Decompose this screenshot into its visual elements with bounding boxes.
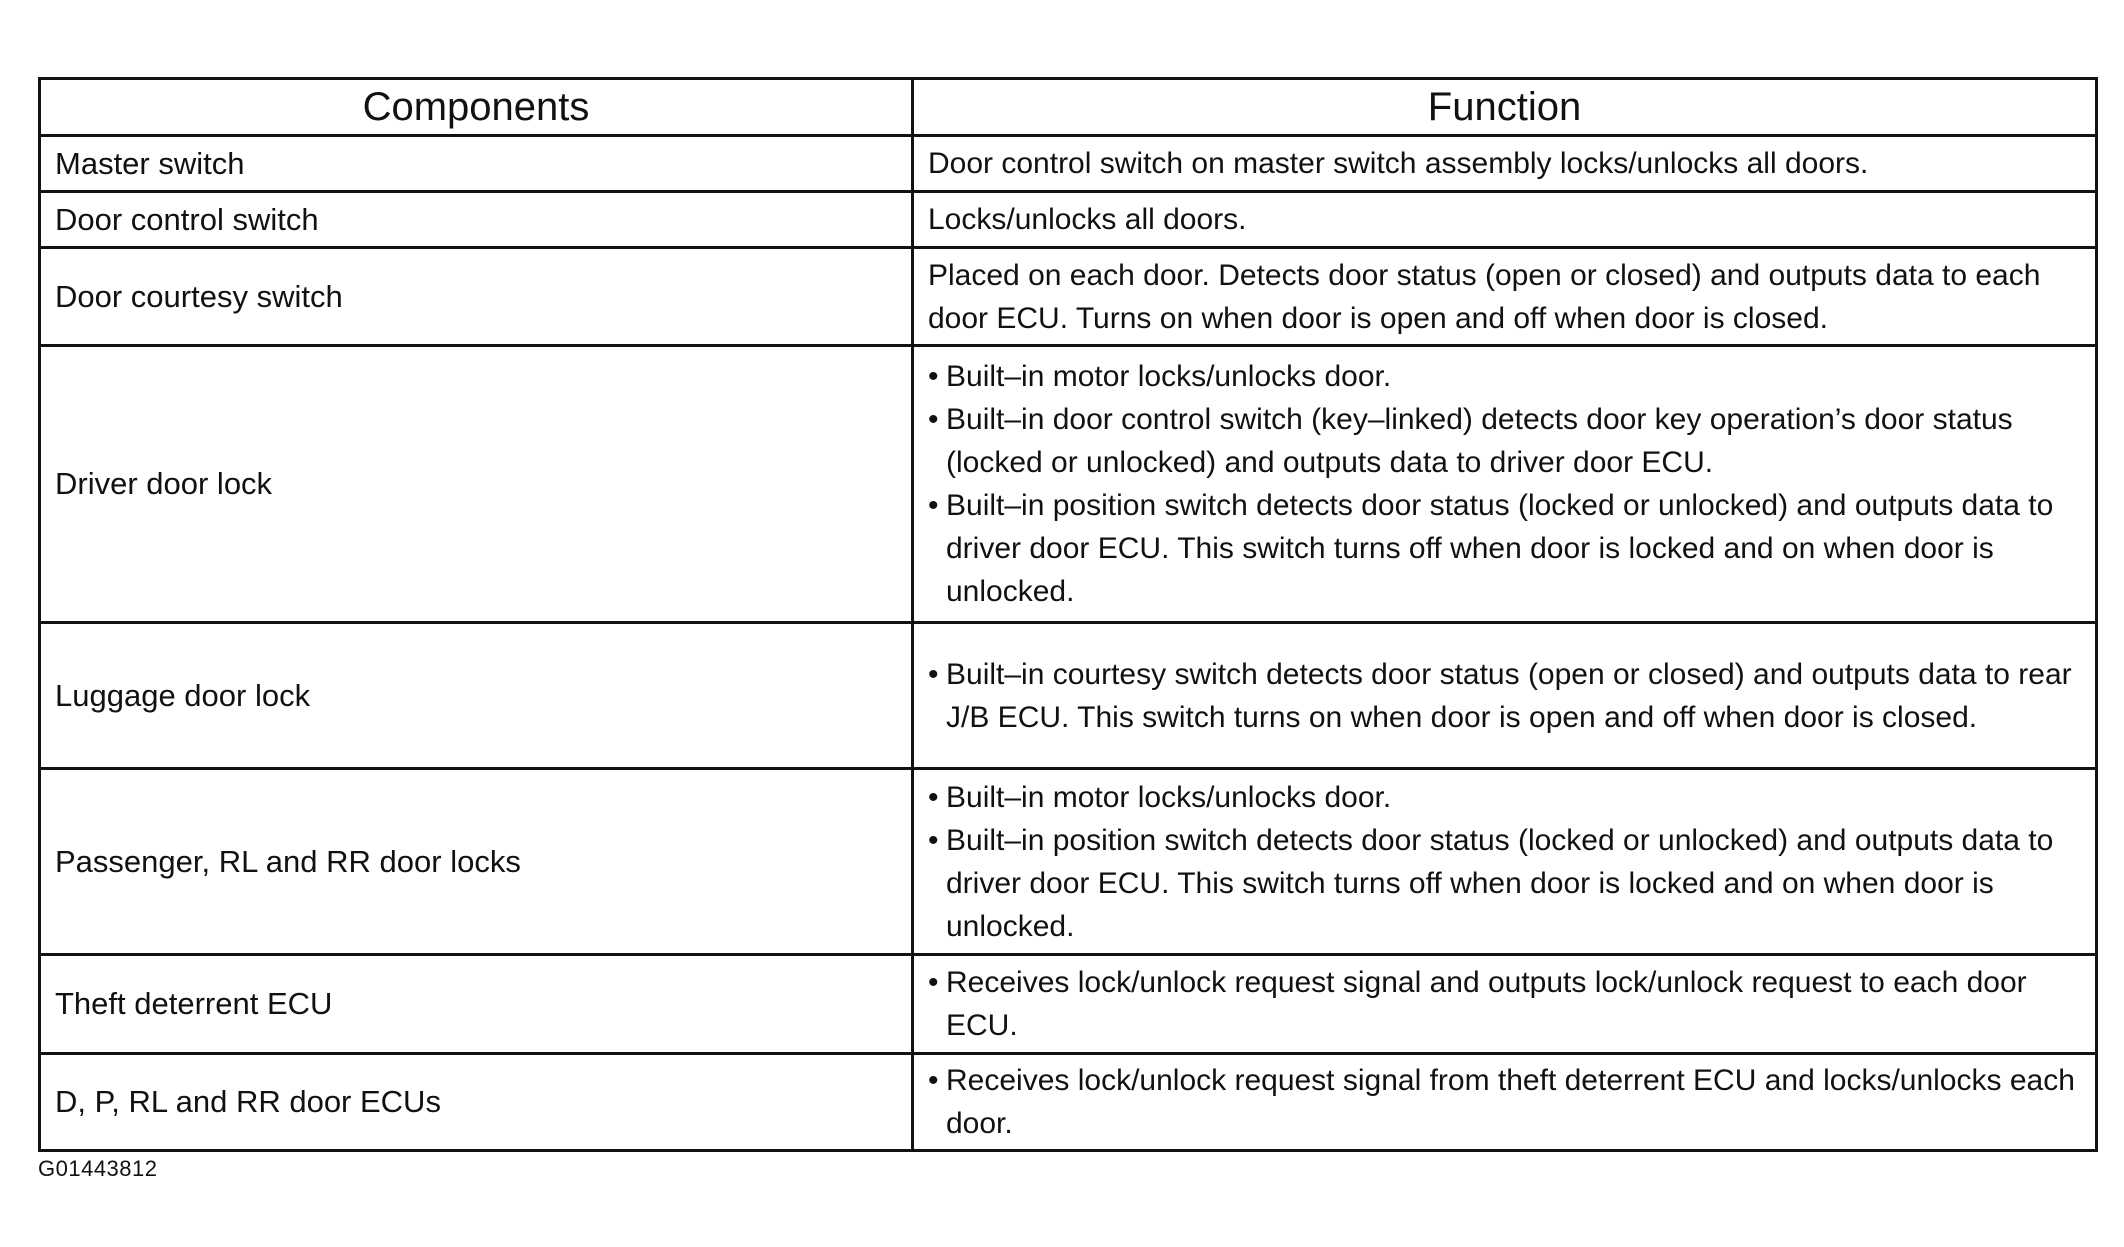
component-cell: Door control switch	[40, 192, 913, 248]
bullet-dot-icon: •	[928, 360, 939, 393]
bullet-text: Receives lock/unlock request signal and outputs lock/unlock request to each door ECU.	[946, 966, 2027, 1042]
figure-code: G01443812	[38, 1156, 158, 1181]
bullet-dot-icon: •	[928, 403, 939, 436]
bullet-item	[928, 776, 2081, 819]
component-cell: Luggage door lock	[40, 623, 913, 769]
bullet-dot-icon: •	[928, 966, 939, 999]
function-cell	[913, 955, 2097, 1054]
bullet-text: Receives lock/unlock request signal from theft deterrent ECU and locks/unlocks each door.	[946, 1064, 2075, 1140]
bullet-item	[928, 819, 2081, 948]
component-cell: Passenger, RL and RR door locks	[40, 769, 913, 955]
component-cell: Driver door lock	[40, 346, 913, 623]
bullet-item	[928, 1059, 2081, 1145]
bullet-dot-icon: •	[928, 780, 939, 814]
bullet-text: Built–in courtesy switch detects door status (open or closed) and outputs data to rear J/B ECU. This switch turns on when door is open and off when door is closed.	[946, 657, 2072, 734]
components-header: Components	[40, 79, 913, 136]
bullet-item	[928, 653, 2081, 739]
function-cell	[913, 136, 2097, 192]
bullet-text: Built–in position switch detects door status (locked or unlocked) and outputs data to driver door ECU. This switch turns off when door is locked and on when door is unlocked.	[946, 489, 2054, 608]
bullet-dot-icon: •	[928, 657, 939, 691]
bullet-dot-icon: •	[928, 1064, 939, 1097]
function-cell	[913, 346, 2097, 623]
function-text: Door control switch on master switch assembly locks/unlocks all doors.	[928, 147, 1869, 180]
bullet-text: Built–in door control switch (key–linked) detects door key operation’s door status (locked or unlocked) and outputs data to driver door ECU.	[946, 403, 2013, 479]
function-cell	[913, 1054, 2097, 1151]
table-row	[40, 955, 2097, 1054]
bullet-item	[928, 398, 2081, 484]
bullet-text: Built–in motor locks/unlocks door.	[946, 780, 1392, 814]
bullet-item	[928, 961, 2081, 1047]
function-header: Function	[913, 79, 2097, 136]
header-row	[40, 79, 2097, 136]
bullet-text: Built–in motor locks/unlocks door.	[946, 360, 1392, 393]
components-function-table	[38, 77, 2098, 1152]
bullet-dot-icon: •	[928, 489, 939, 522]
bullet-dot-icon: •	[928, 823, 939, 857]
bullet-item	[928, 355, 2081, 398]
component-cell: Master switch	[40, 136, 913, 192]
table-row	[40, 623, 2097, 769]
component-cell: Theft deterrent ECU	[40, 955, 913, 1054]
function-cell	[913, 192, 2097, 248]
table-row	[40, 1054, 2097, 1151]
table-row	[40, 346, 2097, 623]
bullet-text: Built–in position switch detects door status (locked or unlocked) and outputs data to driver door ECU. This switch turns off when door is locked and on when door is unlocked.	[946, 823, 2054, 943]
table-row	[40, 248, 2097, 346]
function-text: Placed on each door. Detects door status (open or closed) and outputs data to each door ECU. Turns on when door is open and off when door is closed.	[928, 258, 2041, 335]
bullet-item	[928, 484, 2081, 613]
function-cell	[913, 769, 2097, 955]
function-cell	[913, 623, 2097, 769]
table-row	[40, 769, 2097, 955]
table-row	[40, 192, 2097, 248]
function-cell	[913, 248, 2097, 346]
component-cell: D, P, RL and RR door ECUs	[40, 1054, 913, 1151]
component-cell: Door courtesy switch	[40, 248, 913, 346]
table-row	[40, 136, 2097, 192]
function-text: Locks/unlocks all doors.	[928, 203, 1247, 236]
